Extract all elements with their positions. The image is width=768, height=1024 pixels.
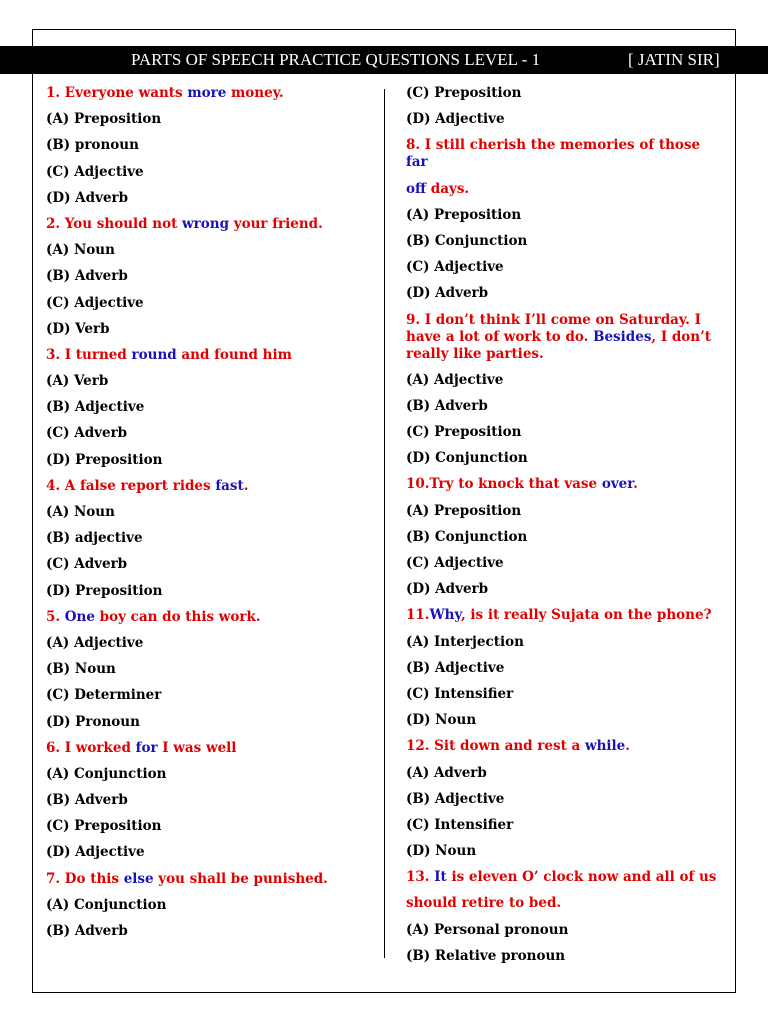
option: (B) Adjective (46, 399, 145, 416)
question-12: 12. Sit down and rest a while. (406, 738, 630, 755)
option: (C) Adjective (46, 163, 144, 180)
option: (D) Adverb (406, 581, 489, 598)
option: (D) Pronoun (46, 713, 140, 730)
option: (B) Adverb (46, 268, 128, 285)
question-10: 10.Try to knock that vase over. (406, 476, 638, 493)
option: (D) Adjective (46, 844, 145, 861)
question-6: 6. I worked for I was well (46, 739, 237, 756)
option: (C) Adverb (46, 425, 128, 442)
option: (A) Preposition (406, 502, 522, 519)
option: (C) Determiner (46, 687, 162, 704)
question-8-cont: off days. (406, 180, 470, 197)
option: (C) Intensifier (406, 816, 514, 833)
question-13: 13. It is eleven O’ clock now and all of us (406, 869, 717, 886)
option: (A) Adjective (46, 634, 144, 651)
option: (A) Interjection (406, 633, 524, 650)
option: (D) Noun (406, 712, 477, 729)
question-8: 8. I still cherish the memories of those far (406, 137, 701, 171)
option: (A) Conjunction (46, 765, 167, 782)
option: (A) Adverb (406, 764, 487, 781)
question-2: 2. You should not wrong your friend. (46, 215, 323, 232)
author-tag: [ JATIN SIR] (628, 50, 720, 69)
option: (A) Preposition (406, 206, 522, 223)
question-11: 11.Why, is it really Sujata on the phone? (406, 607, 712, 624)
option: (D) Preposition (46, 451, 163, 468)
right-column (406, 85, 724, 974)
option: (B) Adverb (46, 792, 128, 809)
option: (D) Noun (406, 843, 477, 860)
option: (A) Adjective (406, 371, 504, 388)
option: (B) Adverb (46, 923, 128, 939)
option: (D) Preposition (46, 582, 163, 599)
option: (D) Adverb (46, 189, 129, 206)
option: (D) Verb (46, 320, 110, 337)
option: (B) Noun (46, 661, 116, 678)
option: (A) Noun (46, 504, 115, 520)
question-9: 9. I don’t think I’ll come on Saturday. I have a lot of work to do. Besides, I don’t really like parties. (406, 311, 712, 362)
option: (D) Conjunction (406, 450, 528, 467)
option: (B) Adjective (406, 659, 505, 676)
option: (B) Adjective (406, 790, 505, 807)
option: (D) Adjective (406, 111, 505, 128)
option: (C) Preposition (46, 818, 162, 835)
option: (A) Personal pronoun (406, 921, 569, 938)
page-title: PARTS OF SPEECH PRACTICE QUESTIONS LEVEL - 1 (131, 50, 541, 69)
option: (C) Adverb (46, 556, 128, 573)
option: (B) Adverb (406, 397, 488, 414)
question-13-cont: should retire to bed. (406, 895, 562, 912)
option: (C) Adjective (406, 555, 504, 571)
option: (C) Intensifier (406, 685, 514, 702)
option: (A) Preposition (46, 111, 162, 128)
option: (C) Preposition (406, 424, 522, 441)
question-5: 5. One boy can do this work. (46, 608, 261, 625)
option: (A) Verb (46, 373, 109, 390)
option: (C) Adjective (46, 294, 144, 311)
option: (B) Conjunction (406, 528, 528, 545)
option: (D) Adverb (406, 285, 489, 302)
question-3: 3. I turned round and found him (46, 346, 292, 363)
question-1: 1. Everyone wants more money. (46, 85, 284, 101)
question-7: 7. Do this else you shall be punished. (46, 870, 328, 887)
option: (C) Preposition (406, 85, 522, 101)
option: (B) pronoun (46, 137, 139, 154)
option: (B) Relative pronoun (406, 947, 566, 964)
column-divider (384, 89, 385, 958)
option: (A) Conjunction (46, 896, 167, 913)
left-column (46, 85, 376, 949)
option: (B) adjective (46, 530, 143, 547)
question-4: 4. A false report rides fast. (46, 477, 249, 494)
header-banner (0, 46, 768, 74)
option: (B) Conjunction (406, 232, 528, 249)
option: (C) Adjective (406, 259, 504, 276)
option: (A) Noun (46, 242, 115, 259)
